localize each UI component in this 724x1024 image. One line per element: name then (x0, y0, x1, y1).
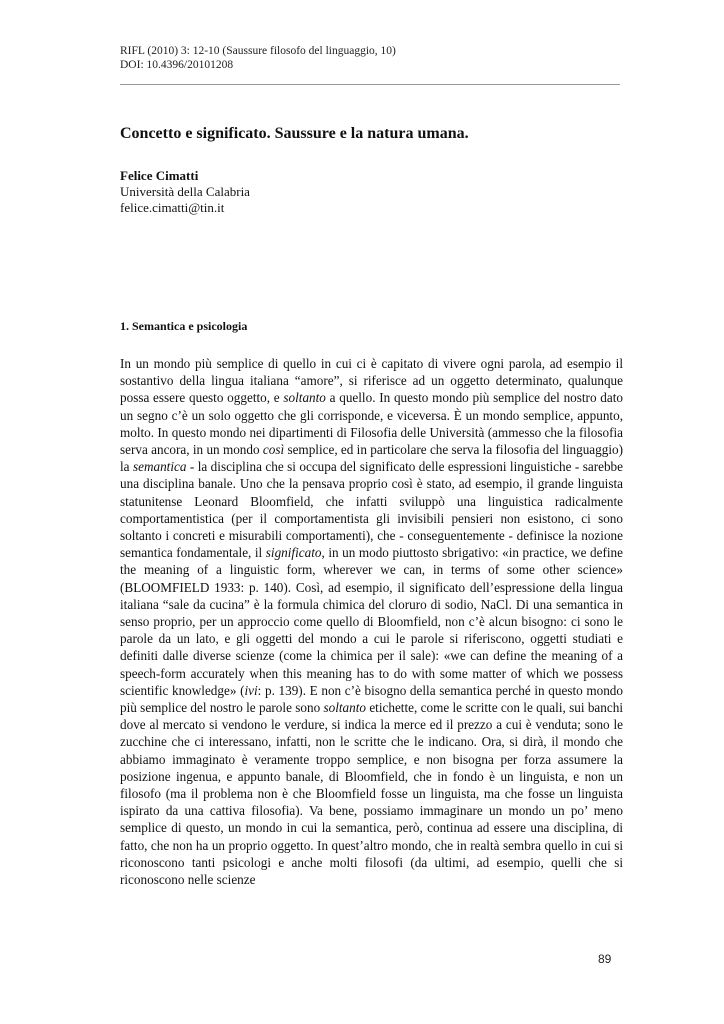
author-block (120, 168, 620, 216)
body-italic: soltanto (283, 390, 326, 406)
section-heading: 1. Semantica e psicologia (120, 319, 248, 333)
author-name: Felice Cimatti (120, 168, 199, 183)
body-italic: ivi (244, 682, 258, 698)
page-number: 89 (598, 952, 612, 966)
body-text: etichette, come le scritte con le quali, sui banchi dove al mercato si vendono le verdure, si indica la merce ed il prezzo a cui è venduta; sono le zucchine che ci interessano, infatti, non le scritte che le indicano. Ora, si dirà, il mondo che abbiamo immaginato è veramente troppo semplice, e non bisogna per forza assumere la posizione ingenua, e appunto banale, di Bloomfield, che in fondo è un linguista, e non un filosofo (ma il problema non è che Bloomfield fosse un linguista, ma che fosse un linguista ispirato da una cattiva filosofia). Va bene, possiamo immaginare un mondo un po’ meno semplice di questo, un mondo in cui la semantica, però, continua ad essere una disciplina, di fatto, che non ha un proprio oggetto. In quest’altro mondo, che in realtà sembra quello in cui si riconoscono tanti psicologi e anche molti filosofi (da ultimi, ad esempio, quelli che si riconoscono nelle scienze (120, 700, 623, 888)
body-italic: così (262, 442, 285, 458)
header-rule (120, 84, 620, 85)
journal-citation: RIFL (2010) 3: 12-10 (Saussure filosofo del linguaggio, 10) (120, 45, 396, 57)
body-paragraph (120, 355, 623, 888)
doi: DOI: 10.4396/20101208 (120, 59, 234, 71)
paper-title: Concetto e significato. Saussure e la natura umana. (120, 125, 469, 142)
body-text: a quello. In questo mondo più semplice del nostro dato un segno c’è un solo oggetto che gli corrisponde, e viceversa. È un mondo semplice, appunto, molto. In questo mondo nei dipartimenti di Filosofia delle Università (ammesso che la filosofia serva ancora, in un mondo (120, 390, 623, 458)
author-affiliation: Università della Calabria (120, 184, 250, 199)
running-header (120, 44, 620, 72)
body-italic: semantica (132, 459, 187, 475)
body-text: In un mondo più semplice di quello in cui ci è capitato di vivere ogni parola, ad esempio il sostantivo della lingua italiana “amore”, si riferisce ad un oggetto determinato, qualunque possa essere questo oggetto, e (120, 356, 623, 406)
body-italic: soltanto (323, 700, 366, 716)
author-email: felice.cimatti@tin.it (120, 200, 225, 215)
body-italic: significato (265, 545, 322, 561)
body-text: - la disciplina che si occupa del significato delle espressioni linguistiche - sarebbe una disciplina banale. Uno che la pensava proprio così è stato, ad esempio, il grande linguista statunitense Leonard Bloomfield, che infatti sviluppò una linguistica radicalmente comportamentistica (per il comportamentista gli invisibili pensieri non esistono, ci sono soltanto i concreti e misurabili comportamenti), che - conseguentemente - definisce la nozione semantica fondamentale, il (120, 459, 623, 561)
body-text: , in un modo piuttosto sbrigativo: «in practice, we define the meaning of a linguistic form, wherever we can, in terms of some other science» (BLOOMFIELD 1933: p. 140). Così, ad esempio, il significato dell’espressione della lingua italiana “sale da cucina” è la formula chimica del cloruro di sodio, NaCl. Di una semantica in senso proprio, per un approccio come quello di Bloomfield, non c’è alcun bisogno: ci sono le parole da un lato, e gli oggetti del mondo a cui le parole si riferiscono, oggetti studiati e definiti dalle diverse scienze (come la chimica per il sale): «we can define the meaning of a speech-form accurately when this meaning has to do with some matter of which we possess scientific knowledge» ( (120, 545, 623, 698)
body-text: : p. 139). E non c’è bisogno della semantica perché in questo mondo più semplice del nostro le parole sono (120, 682, 623, 716)
body-text: semplice, ed in particolare che serva la filosofia del linguaggio) la (120, 442, 623, 475)
